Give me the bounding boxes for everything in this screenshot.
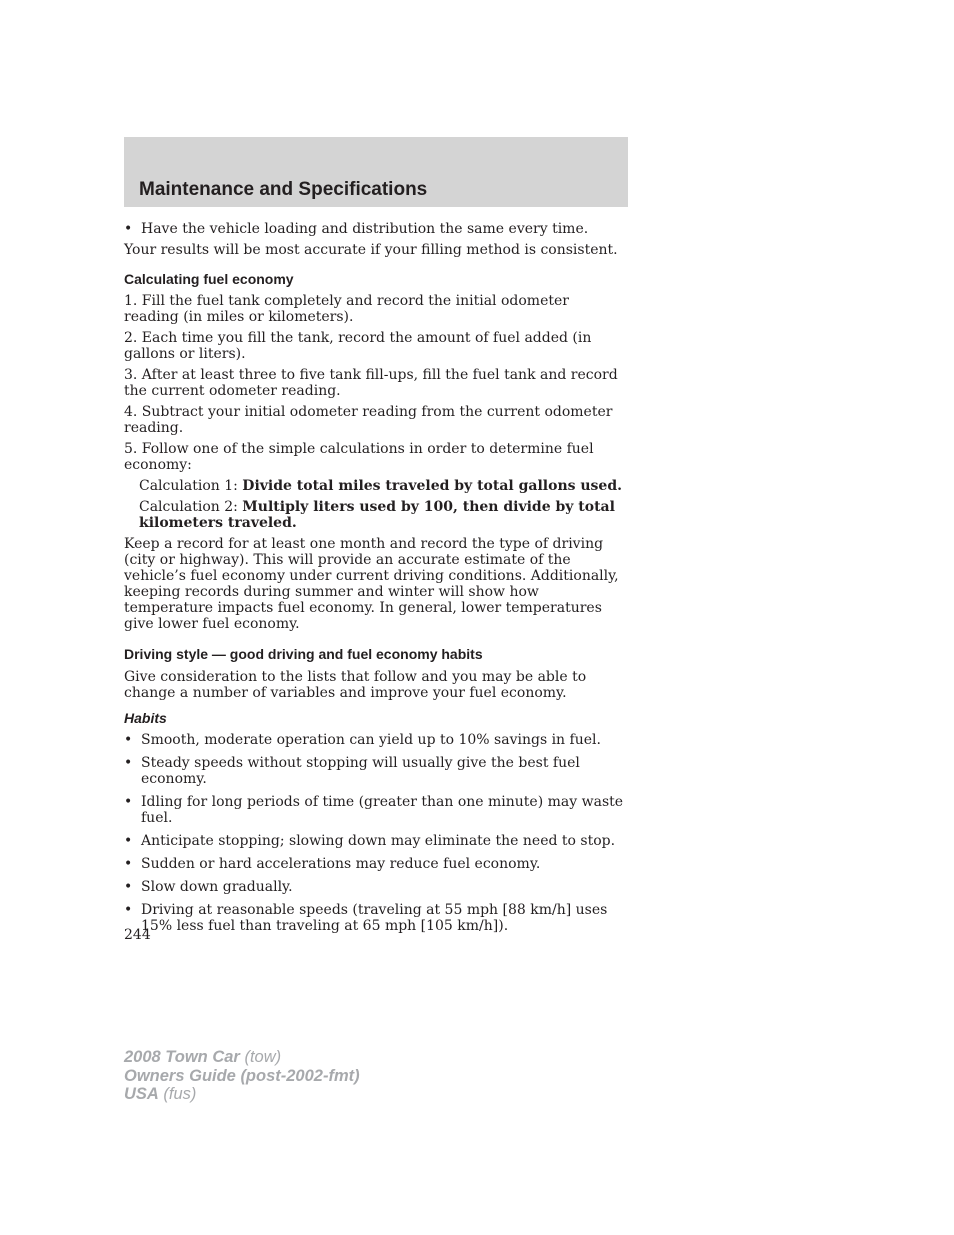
step-4: 4. Subtract your initial odometer reading from the current odometer reading.	[124, 404, 613, 436]
habit-item	[124, 833, 628, 849]
habits-heading: Habits	[124, 710, 167, 726]
habit-item	[124, 856, 628, 872]
habit-text: Driving at reasonable speeds (traveling at 55 mph [88 km/h] uses 15% less fuel than traveling at 65 mph [105 km/h]).	[141, 902, 608, 934]
calculation-1-text: Divide total miles traveled by total gallons used.	[242, 478, 623, 494]
habit-text: Sudden or hard accelerations may reduce fuel economy.	[141, 856, 541, 872]
habit-item	[124, 794, 628, 826]
calculation-1	[124, 478, 628, 494]
intro-bullet	[124, 221, 628, 237]
section-header-band	[124, 137, 628, 207]
footer-market: USA	[124, 1085, 159, 1103]
step-3: 3. After at least three to five tank fill-ups, fill the fuel tank and record the current odometer reading.	[124, 367, 618, 399]
bullet-icon: •	[124, 794, 133, 810]
step-5: 5. Follow one of the simple calculations in order to determine fuel economy:	[124, 441, 594, 473]
page-number: 244	[124, 927, 151, 943]
calculation-2	[124, 499, 628, 531]
calculation-2-text: Multiply liters used by 100, then divide by total kilometers traveled.	[139, 499, 615, 531]
footer-line-1	[124, 1048, 360, 1067]
habit-item	[124, 879, 628, 895]
record-note: Keep a record for at least one month and record the type of driving (city or highway). This will provide an accurate estimate of the vehicle’s fuel economy under current driving conditions. Additionally, keeping records during summer and winter will show how temperature impacts fuel economy. In general, lower temperatures give lower fuel economy.	[124, 536, 619, 632]
section-title: Maintenance and Specifications	[139, 179, 428, 200]
habit-text: Anticipate stopping; slowing down may eliminate the need to stop.	[141, 833, 616, 849]
bullet-icon: •	[124, 732, 133, 748]
habit-text: Idling for long periods of time (greater than one minute) may waste fuel.	[141, 794, 624, 826]
page-content	[124, 221, 628, 934]
bullet-icon: •	[124, 856, 133, 872]
habit-text: Steady speeds without stopping will usually give the best fuel economy.	[141, 755, 580, 787]
bullet-icon: •	[124, 902, 133, 918]
footer-line-3	[124, 1085, 360, 1104]
step-2: 2. Each time you fill the tank, record the amount of fuel added (in gallons or liters).	[124, 330, 592, 362]
habit-text: Smooth, moderate operation can yield up to 10% savings in fuel.	[141, 732, 601, 748]
bullet-icon: •	[124, 833, 133, 849]
habit-text: Slow down gradually.	[141, 879, 293, 895]
footer-model-code: (tow)	[239, 1048, 282, 1066]
calculation-2-label: Calculation 2:	[139, 499, 238, 515]
bullet-icon: •	[124, 879, 133, 895]
bullet-icon: •	[124, 755, 133, 771]
habit-item	[124, 755, 628, 787]
calculating-heading: Calculating fuel economy	[124, 271, 294, 287]
footer-line-2	[124, 1067, 360, 1086]
driving-intro: Give consideration to the lists that follow and you may be able to change a number of variables and improve your fuel economy.	[124, 669, 587, 701]
habit-item	[124, 732, 628, 748]
footer-market-code: (fus)	[158, 1085, 197, 1103]
driving-style-heading: Driving style — good driving and fuel economy habits	[124, 646, 483, 662]
footer-guide: Owners Guide (post-2002-fmt)	[124, 1066, 360, 1085]
calculation-1-label: Calculation 1:	[139, 478, 238, 494]
bullet-text: Have the vehicle loading and distribution the same every time.	[141, 221, 589, 237]
intro-note: Your results will be most accurate if your filling method is consistent.	[124, 242, 618, 258]
step-1: 1. Fill the fuel tank completely and record the initial odometer reading (in miles or kilometers).	[124, 293, 569, 325]
document-footer	[124, 1048, 360, 1104]
bullet-icon: •	[124, 221, 133, 237]
habit-item	[124, 902, 628, 934]
footer-model: 2008 Town Car	[124, 1048, 240, 1066]
